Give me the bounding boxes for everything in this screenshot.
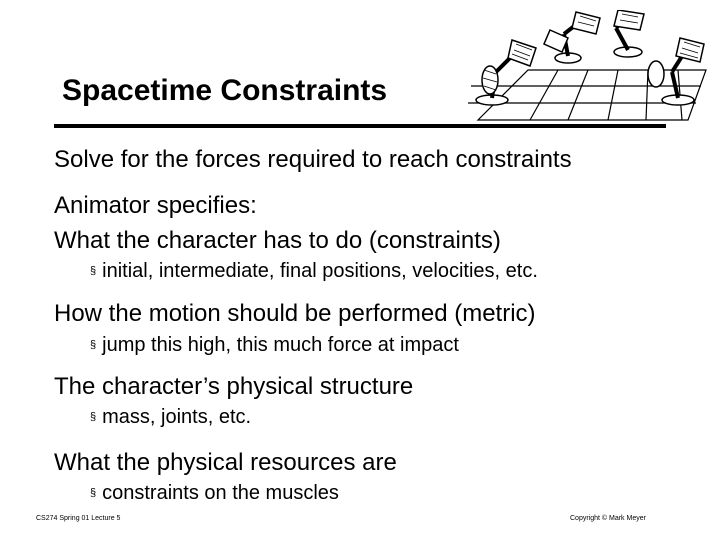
bullet-text: constraints on the muscles: [102, 482, 339, 504]
title-underline: [54, 124, 666, 128]
bullet-icon: §: [90, 487, 97, 499]
line-physical-structure: The character’s physical structure: [54, 373, 414, 400]
lamp-frame-1: [476, 40, 536, 105]
line-what-character: What the character has to do (constraints): [54, 227, 501, 254]
line-solve-forces: Solve for the forces required to reach constraints: [54, 146, 572, 173]
bullet-icon: §: [90, 411, 97, 423]
lamp-frame-4: [648, 38, 704, 105]
bullet-muscles: [90, 482, 339, 505]
line-physical-resources: What the physical resources are: [54, 449, 397, 476]
bullet-mass: [90, 406, 251, 429]
bullet-icon: §: [90, 339, 97, 351]
footer-course: CS274 Spring 01 Lecture 5: [36, 515, 121, 522]
footer-copyright: Copyright © Mark Meyer: [570, 515, 646, 522]
line-animator-specifies: Animator specifies:: [54, 192, 257, 219]
bullet-text: jump this high, this much force at impact: [102, 334, 459, 356]
line-how-motion: How the motion should be performed (metric): [54, 300, 536, 327]
bullet-text: initial, intermediate, final positions, velocities, etc.: [102, 260, 538, 282]
jumping-lamp-illustration: [468, 10, 708, 122]
slide-title: Spacetime Constraints: [62, 74, 388, 107]
bullet-icon: §: [90, 265, 97, 277]
lamp-frame-3: [614, 10, 644, 57]
lamp-frame-2: [544, 12, 600, 63]
bullet-positions: [90, 260, 538, 283]
bullet-jump: [90, 334, 459, 357]
bullet-text: mass, joints, etc.: [102, 406, 252, 428]
